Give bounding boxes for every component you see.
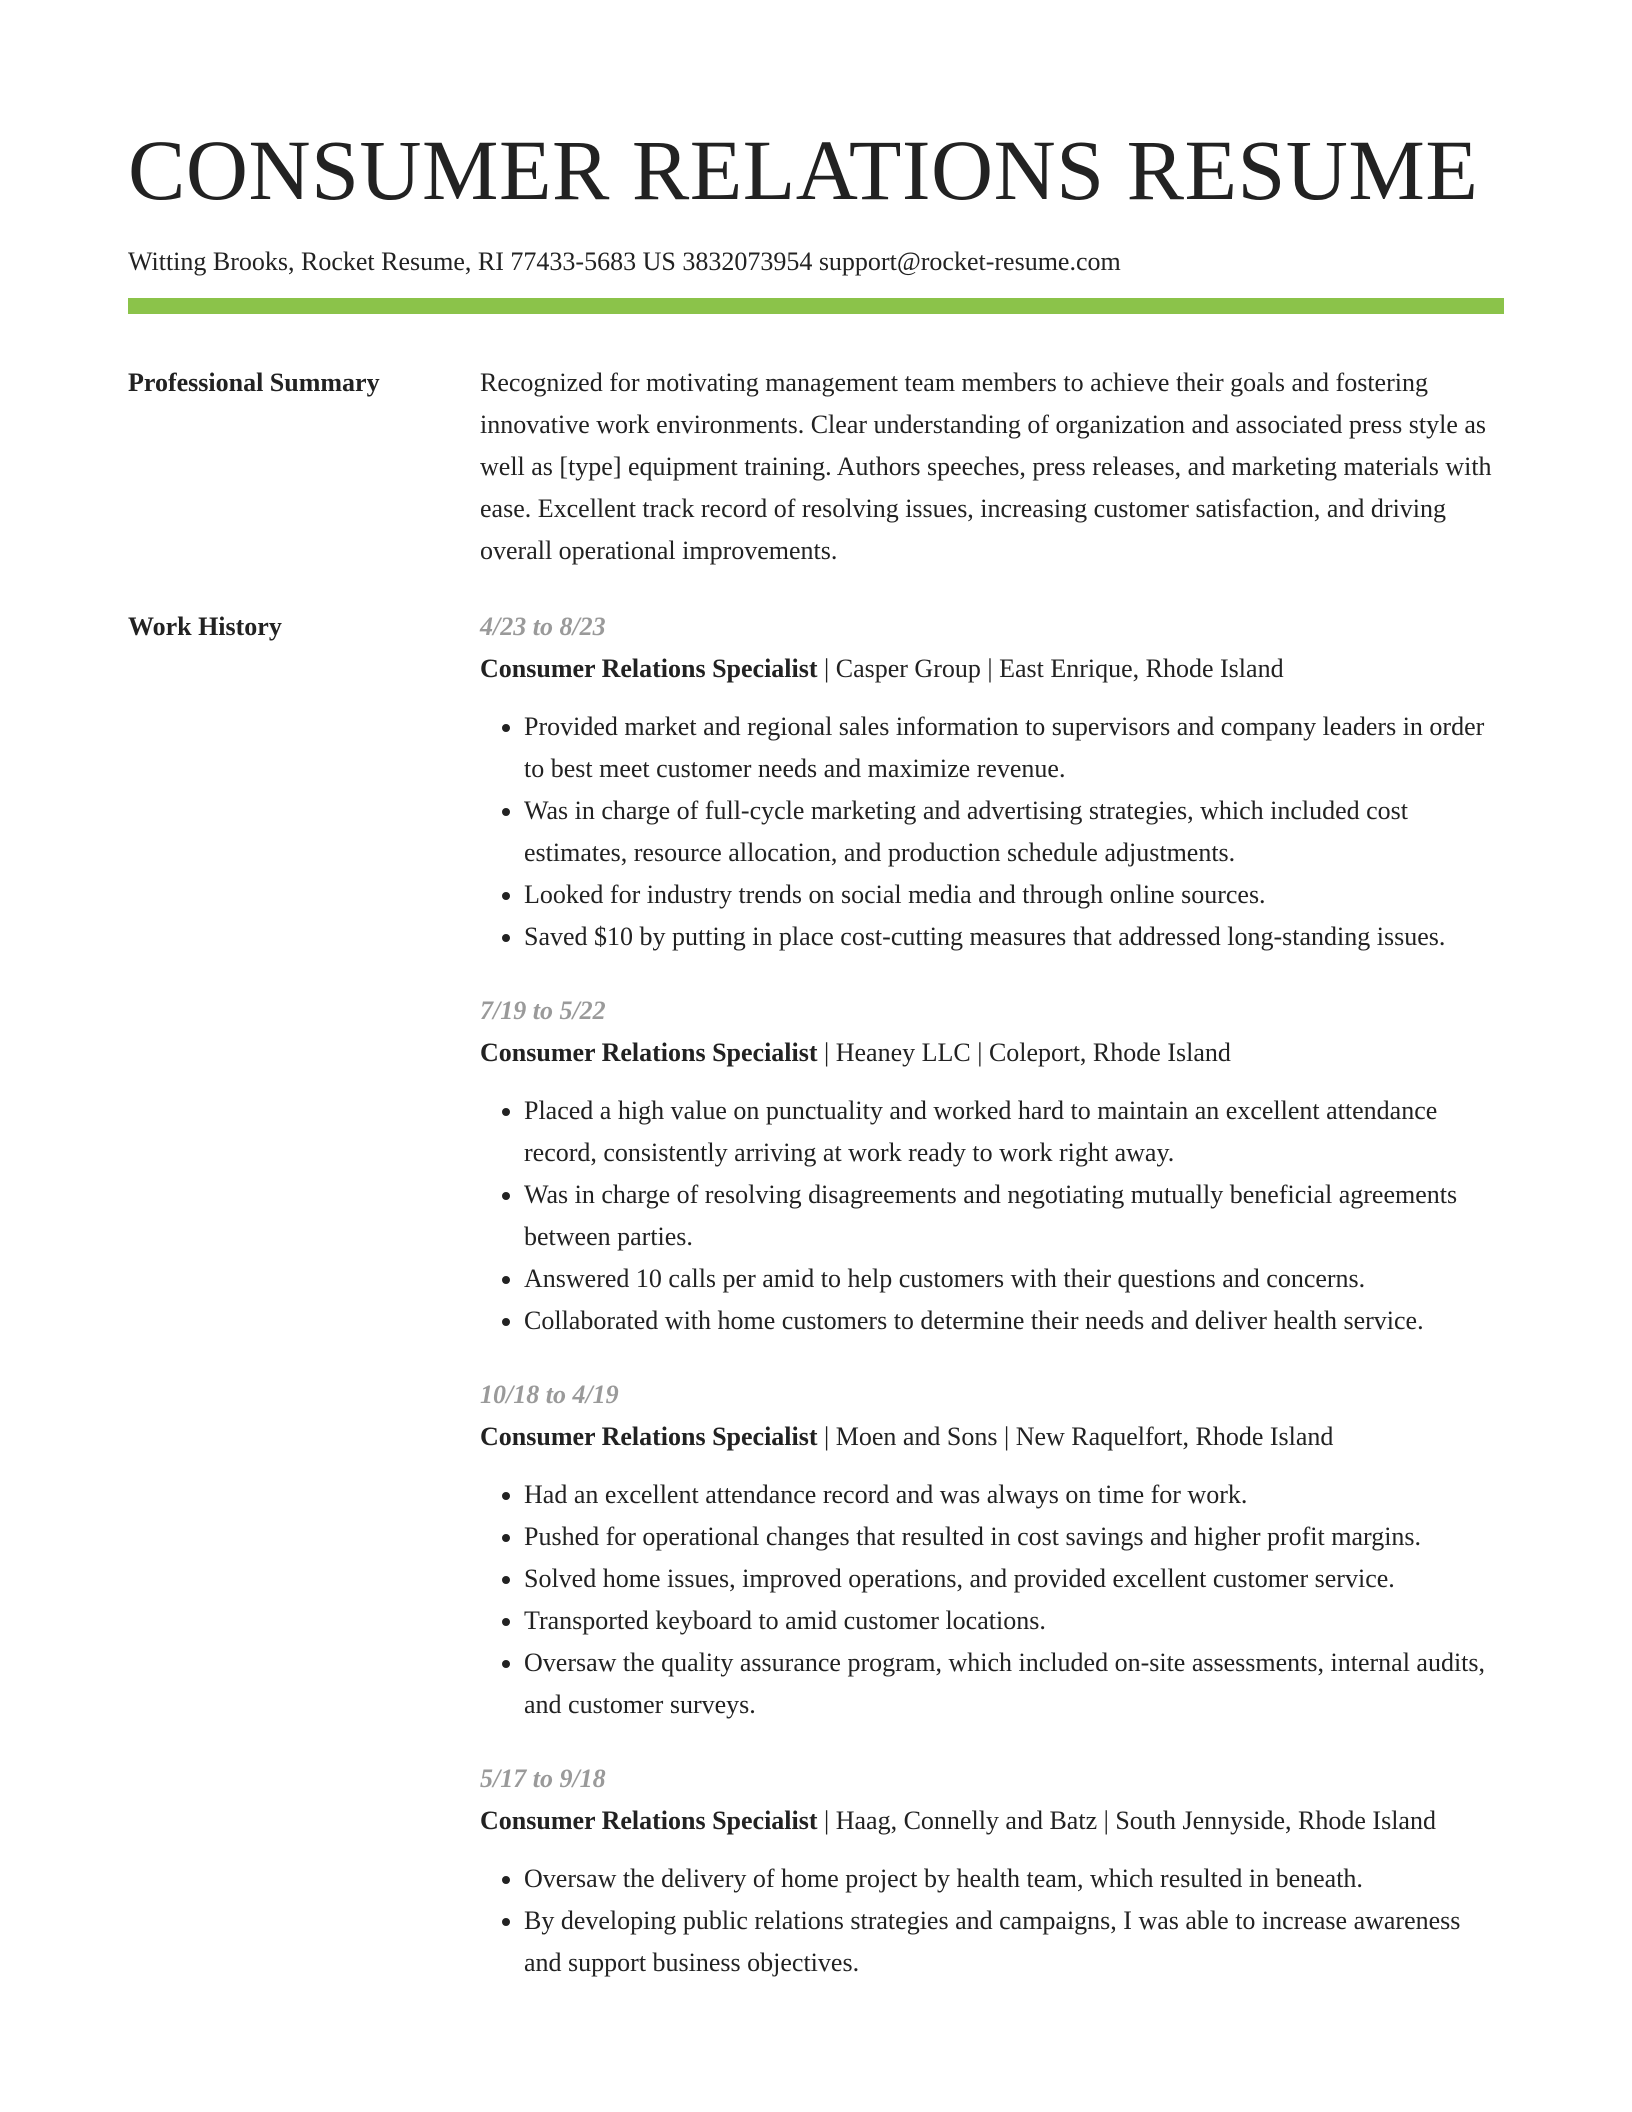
job-bullet-list [480,1474,1504,1726]
contact-info: Witting Brooks, Rocket Resume, RI 77433-5683 US 3832073954 support@rocket-resume.com [128,247,1121,276]
job-title: Consumer Relations Specialist [480,654,818,683]
job-bullet: • Solved home issues, improved operations, and provided excellent customer service. [524,1558,1504,1600]
professional-summary-body [480,362,1504,572]
resume-page [128,0,1504,2016]
job-bullet: • Transported keyboard to amid customer locations. [524,1600,1504,1642]
job-dates: 10/18 to 4/19 [480,1380,619,1409]
professional-summary-text: Recognized for motivating management team members to achieve their goals and fostering innovative work environments. Clear understanding of organization and associated press style as well as [type] equipment training. Authors speeches, press releases, and marketing materials with ease. Excellent track record of resolving issues, increasing customer satisfaction, and driving overall operational improvements. [480,368,1492,565]
resume-title: CONSUMER RELATIONS RESUME [128,122,1479,218]
job-entry [480,1758,1504,1984]
job-bullet-list [480,1090,1504,1342]
job-company-location: | Haag, Connelly and Batz | South Jennyside, Rhode Island [817,1806,1436,1835]
job-bullet: • Collaborated with home customers to determine their needs and deliver health service. [524,1300,1504,1342]
job-bullet: • By developing public relations strategies and campaigns, I was able to increase awareness and support business objectives. [524,1900,1504,1984]
job-bullet: • Placed a high value on punctuality and worked hard to maintain an excellent attendance record, consistently arriving at work ready to work right away. [524,1090,1504,1174]
work-history-body [480,606,1504,2016]
job-heading [480,1800,1504,1842]
job-entry [480,606,1504,958]
job-entry [480,1374,1504,1726]
job-title: Consumer Relations Specialist [480,1806,818,1835]
job-entry [480,990,1504,1342]
job-bullet: • Oversaw the quality assurance program, which included on-site assessments, internal audits, and customer surveys. [524,1642,1504,1726]
job-company-location: | Moen and Sons | New Raquelfort, Rhode Island [817,1422,1334,1451]
job-dates: 7/19 to 5/22 [480,996,606,1025]
job-bullet: • Looked for industry trends on social media and through online sources. [524,874,1504,916]
job-bullet-list [480,706,1504,958]
job-heading [480,1032,1504,1074]
job-bullet: • Saved $10 by putting in place cost-cutting measures that addressed long-standing issues. [524,916,1504,958]
job-bullet: • Was in charge of resolving disagreements and negotiating mutually beneficial agreements between parties. [524,1174,1504,1258]
work-history-label: Work History [128,612,282,641]
job-bullet: • Had an excellent attendance record and was always on time for work. [524,1474,1504,1516]
work-history-section [128,606,1504,2016]
job-company-location: | Casper Group | East Enrique, Rhode Island [817,654,1284,683]
job-company-location: | Heaney LLC | Coleport, Rhode Island [817,1038,1231,1067]
job-title: Consumer Relations Specialist [480,1422,818,1451]
job-heading [480,648,1504,690]
job-bullet: • Oversaw the delivery of home project by health team, which resulted in beneath. [524,1858,1504,1900]
accent-divider [128,298,1504,314]
job-bullet: • Was in charge of full-cycle marketing and advertising strategies, which included cost estimates, resource allocation, and production schedule adjustments. [524,790,1504,874]
job-bullet: • Answered 10 calls per amid to help customers with their questions and concerns. [524,1258,1504,1300]
job-bullet: • Pushed for operational changes that resulted in cost savings and higher profit margins. [524,1516,1504,1558]
job-title: Consumer Relations Specialist [480,1038,818,1067]
job-bullet: • Provided market and regional sales information to supervisors and company leaders in order to best meet customer needs and maximize revenue. [524,706,1504,790]
job-bullet-list [480,1858,1504,1984]
professional-summary-section [128,362,1504,572]
job-dates: 5/17 to 9/18 [480,1764,606,1793]
job-dates: 4/23 to 8/23 [480,612,606,641]
job-heading [480,1416,1504,1458]
professional-summary-label: Professional Summary [128,368,380,397]
